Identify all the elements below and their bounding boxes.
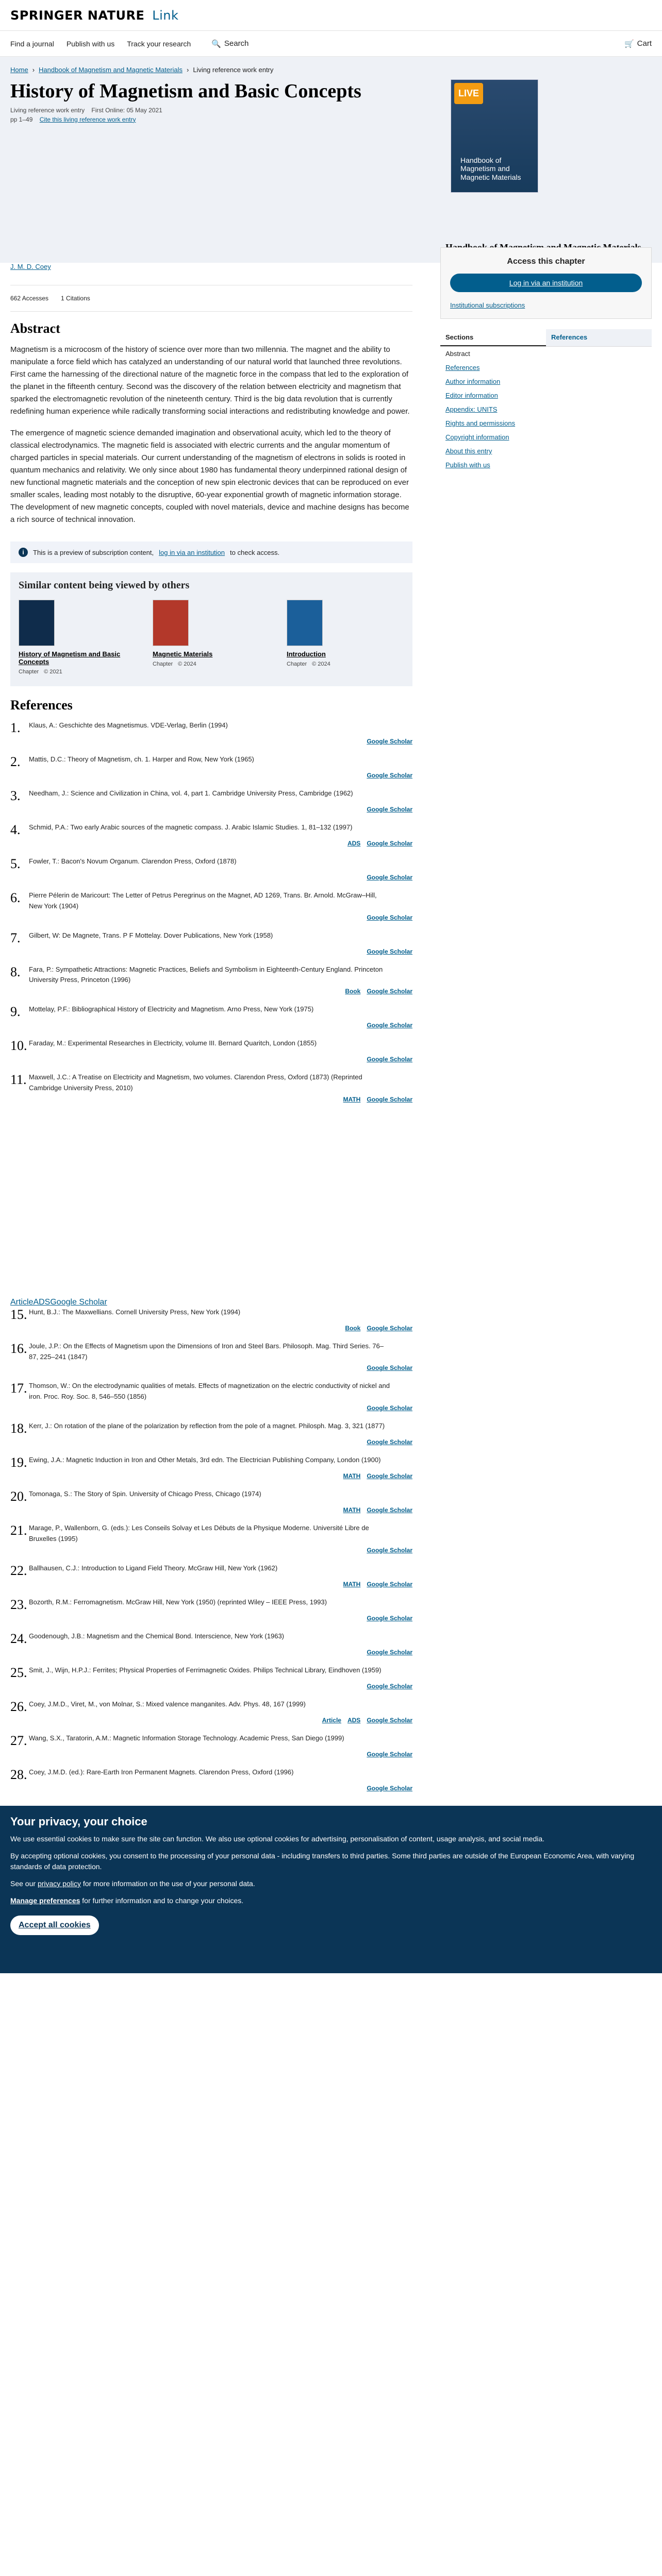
- card-meta: [19, 669, 132, 675]
- privacy-policy-link[interactable]: privacy policy: [37, 1879, 81, 1888]
- reference-text: Marage, P., Wallenborn, G. (eds.): Les Conseils Solvay et Les Débuts de la Physique Moderne. Université Libre de Bruxelles (1995): [29, 1523, 369, 1543]
- reference-number: 9.: [10, 1004, 21, 1020]
- meta-entry-type: Living reference work entry: [10, 106, 85, 114]
- reference-link[interactable]: Article: [322, 1716, 341, 1724]
- reference-link[interactable]: Book: [345, 988, 361, 995]
- reference-item: [10, 856, 412, 881]
- manage-preferences-link[interactable]: Manage preferences: [10, 1896, 80, 1905]
- brand-logo[interactable]: [10, 8, 178, 23]
- tab-references[interactable]: References: [546, 329, 652, 346]
- reference-item: [10, 1597, 412, 1622]
- reference-number: 10.: [10, 1038, 27, 1054]
- reference-links: [10, 1364, 412, 1371]
- reference-link[interactable]: Google Scholar: [367, 913, 412, 921]
- reference-links: [10, 1325, 412, 1332]
- cookie-text-4: [10, 1895, 650, 1906]
- similar-card[interactable]: [153, 600, 266, 675]
- card-meta: [153, 661, 266, 667]
- reference-number: 22.: [10, 1563, 27, 1578]
- cookie-text-1: We use essential cookies to make sure the site can function. We also use optional cookies for advertising, personalisation of content, usage analysis, and social media.: [10, 1835, 545, 1843]
- reference-link[interactable]: Google Scholar: [367, 1324, 412, 1332]
- cart-label: Cart: [637, 39, 652, 48]
- reference-links: [10, 1056, 412, 1063]
- sections-list: [440, 347, 652, 472]
- reference-item: [10, 1563, 412, 1588]
- reference-text: Fowler, T.: Bacon's Novum Organum. Clarendon Press, Oxford (1878): [29, 857, 237, 865]
- reference-item: [10, 964, 412, 995]
- reference-number: 24.: [10, 1631, 27, 1646]
- meta-first-online: First Online: 05 May 2021: [91, 106, 162, 114]
- reference-links: [10, 1785, 412, 1792]
- reference-link[interactable]: Google Scholar: [367, 738, 412, 745]
- divider: [10, 311, 412, 312]
- reference-links: [10, 914, 412, 921]
- reference-links: [10, 1717, 412, 1724]
- reference-links: [10, 1581, 412, 1588]
- reference-links: [10, 1022, 412, 1029]
- breadcrumb-current: Living reference work entry: [193, 66, 274, 74]
- reference-links: [10, 1438, 412, 1446]
- reference-link[interactable]: Google Scholar: [367, 1614, 412, 1622]
- reference-link[interactable]: ADS: [33, 1297, 51, 1307]
- reference-link[interactable]: ADS: [347, 1716, 361, 1724]
- reference-number: 28.: [10, 1767, 27, 1782]
- reference-number: 20.: [10, 1488, 27, 1504]
- reference-number: 1.: [10, 720, 21, 735]
- card-thumbnail: [153, 600, 189, 646]
- reference-text: Coey, J.M.D. (ed.): Rare-Earth Iron Permanent Magnets. Clarendon Press, Oxford (1996): [29, 1768, 294, 1776]
- references-list: [10, 720, 412, 1792]
- cookie-text-3: [10, 1878, 650, 1889]
- section-link-about-entry[interactable]: About this entry: [445, 447, 492, 455]
- similar-cards: [19, 600, 404, 675]
- reference-item: [10, 1455, 412, 1480]
- reference-number: 19.: [10, 1454, 27, 1470]
- cookie-text-4b: for further information and to change your choices.: [82, 1896, 244, 1905]
- institution-login-button[interactable]: Log in via an institution: [450, 274, 642, 292]
- similar-card[interactable]: [19, 600, 132, 675]
- reference-links: [10, 1615, 412, 1622]
- section-link-copyright[interactable]: Copyright information: [445, 433, 509, 441]
- reference-item: [10, 1767, 412, 1792]
- references-heading: References: [10, 698, 73, 713]
- preview-login-link[interactable]: log in via an institution: [159, 548, 225, 556]
- breadcrumb-book[interactable]: Handbook of Magnetism and Magnetic Materials: [39, 66, 183, 74]
- reference-link[interactable]: Google Scholar: [367, 1095, 412, 1103]
- card-title[interactable]: Introduction: [287, 650, 326, 658]
- reference-links: [10, 1404, 412, 1412]
- chevron-right-icon: ›: [32, 66, 35, 74]
- brand-link: Link: [152, 8, 179, 23]
- reference-number: 6.: [10, 890, 21, 905]
- reference-links: [10, 988, 412, 995]
- sidebar: [440, 247, 652, 472]
- brand-text: SPRINGER NATURE: [10, 8, 145, 23]
- reference-text: Gilbert, W: De Magnete, Trans. P F Mottelay. Dover Publications, New York (1958): [29, 931, 273, 939]
- cookie-banner: [0, 1806, 662, 1973]
- reference-item: [10, 1381, 412, 1412]
- reference-link[interactable]: Google Scholar: [367, 840, 412, 847]
- reference-link[interactable]: Google Scholar: [367, 874, 412, 881]
- reference-link[interactable]: Google Scholar: [367, 1784, 412, 1792]
- reference-text: Faraday, M.: Experimental Researches in Electricity, volume III. Bernard Quaritch, London (1855): [29, 1039, 317, 1047]
- preview-notice: [10, 541, 412, 563]
- reference-links: [10, 874, 412, 881]
- reference-links: [10, 1547, 412, 1554]
- reference-text: Coey, J.M.D., Viret, M., von Molnar, S.: Mixed valence manganites. Adv. Phys. 48, 167 (1999): [29, 1700, 306, 1708]
- reference-text: Goodenough, J.B.: Magnetism and the Chemical Bond. Interscience, New York (1963): [29, 1632, 285, 1640]
- reference-number: 16.: [10, 1341, 27, 1356]
- page-title: History of Magnetism and Basic Concepts: [10, 80, 361, 102]
- card-thumbnail: [19, 600, 55, 646]
- reference-number: 8.: [10, 964, 21, 979]
- reference-text: Fara, P.: Sympathetic Attractions: Magnetic Practices, Beliefs and Symbolism in Eighteenth-Century England. Princeton University Press, Princeton (1996): [29, 965, 383, 984]
- cookie-heading: Your privacy, your choice: [10, 1815, 147, 1828]
- reference-text: Kerr, J.: On rotation of the plane of the polarization by reflection from the pole of a magnet. Philosph. Mag. 3, 321 (1877): [29, 1421, 385, 1430]
- similar-card[interactable]: [287, 600, 400, 675]
- reference-text: Maxwell, J.C.: A Treatise on Electricity and Magnetism, two volumes. Clarendon Press, Oxford (1873) (Reprinted Cambridge University Press, 2010): [29, 1073, 362, 1092]
- reference-number: 21.: [10, 1522, 27, 1538]
- reference-number: 15.: [10, 1307, 27, 1322]
- similar-content: [10, 572, 412, 686]
- reference-text: Needham, J.: Science and Civilization in China, vol. 4, part 1. Cambridge University Press, Cambridge (1962): [29, 789, 353, 797]
- reference-item: [10, 822, 412, 847]
- reference-number: 2.: [10, 754, 21, 769]
- reference-link[interactable]: Google Scholar: [367, 1364, 412, 1372]
- reference-links: [10, 1096, 412, 1103]
- meta-pages: pp 1–49: [10, 115, 33, 123]
- reference-number: 23.: [10, 1597, 27, 1612]
- section-link-appendix-units[interactable]: Appendix: UNITS: [445, 405, 498, 413]
- card-title[interactable]: History of Magnetism and Basic Concepts: [19, 650, 121, 666]
- reference-number: 7.: [10, 930, 21, 945]
- author-link[interactable]: J. M. D. Coey: [10, 263, 51, 270]
- reference-links: [10, 1506, 412, 1514]
- reference-link[interactable]: MATH: [343, 1472, 361, 1480]
- nav-publish-with-us[interactable]: Publish with us: [66, 39, 115, 48]
- reference-number: 4.: [10, 822, 21, 837]
- cite-link[interactable]: Cite this living reference work entry: [39, 115, 136, 123]
- reference-link[interactable]: Article: [10, 1297, 34, 1307]
- reference-item: [10, 1307, 412, 1332]
- card-year: © 2024: [312, 661, 330, 667]
- preview-text: This is a preview of subscription content,: [33, 548, 154, 556]
- institutional-subscriptions: [450, 301, 642, 309]
- reference-link[interactable]: Google Scholar: [367, 1022, 412, 1029]
- reference-text: Bozorth, R.M.: Ferromagnetism. McGraw Hill, New York (1950) (reprinted Wiley – IEEE Press, 1993): [29, 1598, 327, 1606]
- sidebar-tabs: [440, 329, 652, 347]
- reference-item: [10, 1038, 412, 1063]
- card-type: Chapter: [153, 661, 173, 667]
- reference-number: 18.: [10, 1420, 27, 1436]
- reference-link[interactable]: Google Scholar: [367, 1056, 412, 1063]
- reference-link[interactable]: Google Scholar: [367, 1580, 412, 1588]
- section-link-author-information[interactable]: Author information: [445, 378, 501, 385]
- reference-links: [10, 840, 412, 847]
- reference-link[interactable]: Google Scholar: [367, 1438, 412, 1446]
- reference-links: [10, 772, 412, 779]
- reference-link[interactable]: Google Scholar: [367, 1472, 412, 1480]
- reference-text: Mattis, D.C.: Theory of Magnetism, ch. 1. Harper and Row, New York (1965): [29, 755, 254, 763]
- reference-item: [10, 1004, 412, 1029]
- author-name: [10, 263, 412, 270]
- breadcrumb-home[interactable]: Home: [10, 66, 28, 74]
- reference-item: [10, 890, 412, 921]
- reference-link[interactable]: Google Scholar: [367, 1716, 412, 1724]
- reference-number: 26.: [10, 1699, 27, 1714]
- meta-line-2: [10, 116, 652, 123]
- reference-link[interactable]: Google Scholar: [367, 1506, 412, 1514]
- nav-cart[interactable]: [624, 39, 652, 48]
- card-type: Chapter: [19, 669, 39, 675]
- reference-item: [10, 1631, 412, 1656]
- meta-line: [10, 107, 652, 114]
- section-link-publish[interactable]: Publish with us: [445, 461, 490, 469]
- abstract-paragraph-1: Magnetism is a microcosm of the history of science over more than two millennia. The magnet and the ability to manipulate a force field which has catalyzed an understanding of our natural world that launched three revolutions. First came the harnessing of the directional nature of the magnetic force in the compass that led to the exploration of the planet in the fifteenth century. Second was the discovery of the relation between electricity and magnetism that sparked the electromagnetic revolution of the nineteenth century. Third is the big data revolution that is currently redefining human experience while radically transforming social interactions and redistributing knowledge and power.: [10, 345, 410, 416]
- card-year: © 2021: [44, 669, 62, 675]
- reference-item: [10, 1699, 412, 1724]
- reference-text: Joule, J.P.: On the Effects of Magnetism upon the Dimensions of Iron and Steel Bars. Philosoph. Mag. Third Series. 76–87, 225–241 (1847): [29, 1342, 384, 1361]
- info-icon: i: [19, 548, 28, 557]
- reference-links: [10, 1472, 412, 1480]
- reference-item: [10, 1341, 412, 1372]
- reference-text: Tomonaga, S.: The Story of Spin. University of Chicago Press, Chicago (1974): [29, 1489, 261, 1498]
- reference-text: Mottelay, P.F.: Bibliographical History of Electricity and Magnetism. Arno Press, New York (1975): [29, 1005, 314, 1013]
- reference-links: [10, 738, 412, 745]
- section-link-abstract[interactable]: Abstract: [445, 350, 470, 358]
- cover-title: Handbook of Magnetism and Magnetic Materials: [460, 156, 521, 182]
- reference-link[interactable]: Google Scholar: [367, 988, 412, 995]
- card-meta: [287, 661, 400, 667]
- reference-text: Wang, S.X., Taratorin, A.M.: Magnetic Information Storage Technology. Academic Press, San Diego (1999): [29, 1734, 344, 1742]
- reference-text: Schmid, P.A.: Two early Arabic sources of the magnetic compass. J. Arabic Islamic Studies. 1, 81–132 (1997): [29, 823, 353, 831]
- breadcrumb: [10, 66, 652, 74]
- accesses-count: 662 Accesses: [10, 295, 49, 302]
- search-icon: 🔍: [211, 39, 221, 48]
- reference-links: [10, 1751, 412, 1758]
- hero: [0, 57, 662, 263]
- reference-links: [10, 1683, 412, 1690]
- reference-link[interactable]: Google Scholar: [367, 1750, 412, 1758]
- reference-link[interactable]: Google Scholar: [367, 806, 412, 813]
- reference-text: Pierre Pélerin de Maricourt: The Letter of Petrus Peregrinus on the Magnet, AD 1269, Trans. Br. Arnold. McGraw–Hill, New York (1904): [29, 891, 377, 910]
- access-box: [440, 247, 652, 319]
- nav-search[interactable]: [211, 39, 249, 48]
- reference-item: [10, 720, 412, 745]
- preview-text-2: to check access.: [230, 548, 280, 556]
- book-cover[interactable]: [451, 79, 538, 193]
- reference-number: 11.: [10, 1072, 27, 1088]
- section-link-references[interactable]: References: [445, 364, 480, 371]
- reference-links: [10, 806, 412, 813]
- reference-link[interactable]: Google Scholar: [367, 947, 412, 955]
- reference-item: [10, 1421, 412, 1446]
- similar-heading: Similar content being viewed by others: [19, 580, 190, 591]
- top-bar: [0, 0, 662, 31]
- access-heading: Access this chapter: [507, 257, 585, 266]
- reference-text: Thomson, W.: On the electrodynamic qualities of metals. Effects of magnetization on the electric conductivity of nickel and iron. Proc. Roy. Soc. 8, 546–550 (1856): [29, 1382, 390, 1401]
- abstract-paragraph-2: The emergence of magnetic science demanded imagination and observational acuity, which led to the theory of classical electrodynamics. The magnetic field is associated with electric currents and the angular momentum of charged particles in special materials. Our current understanding of the magnetism of electrons in solids is rooted in quantum mechanics and relativity. We only since about 1980 has fundamental theory underpinned rational design of new functional magnetic materials and the conception of new spin electronic devices that can be reproduced on ever smaller scales, leading most notably to the disruptive, 60-year exponential growth of magnetic information storage. The development of new magnetic concepts, coupled with novel materials, device and machine designs has become a rich source of technical innovation.: [10, 429, 409, 524]
- reference-number: 17.: [10, 1381, 27, 1396]
- reference-item: [10, 1733, 412, 1758]
- reference-link[interactable]: Book: [345, 1324, 361, 1332]
- reference-link[interactable]: MATH: [343, 1095, 361, 1103]
- card-year: © 2024: [178, 661, 196, 667]
- tab-sections[interactable]: Sections: [440, 329, 546, 346]
- references-section: [10, 698, 412, 1792]
- reference-item: [10, 1489, 412, 1514]
- reference-text: Ballhausen, C.J.: Introduction to Ligand Field Theory. McGraw Hill, New York (1962): [29, 1564, 278, 1572]
- reference-links: [10, 948, 412, 955]
- reference-item: [10, 930, 412, 955]
- reference-text: Ewing, J.A.: Magnetic Induction in Iron and Other Metals, 3rd edn. The Electrician Publishing Company, London (1900): [29, 1455, 381, 1464]
- abstract-section: [10, 321, 412, 526]
- card-type: Chapter: [287, 661, 307, 667]
- reference-text: Smit, J., Wijn, H.P.J.: Ferrites; Physical Properties of Ferrimagnetic Oxides. Philips Technical Library, Eindhoven (1959): [29, 1666, 382, 1674]
- nav-bar: [0, 31, 662, 57]
- card-thumbnail: [287, 600, 323, 646]
- reference-link[interactable]: Google Scholar: [367, 1648, 412, 1656]
- reference-link[interactable]: MATH: [343, 1506, 361, 1514]
- reference-item: [10, 1665, 412, 1690]
- search-label: Search: [224, 39, 249, 48]
- reference-link[interactable]: Google Scholar: [367, 1404, 412, 1412]
- banner-overlap-spacer: [10, 1112, 412, 1298]
- section-link-editor-information[interactable]: Editor information: [445, 392, 498, 399]
- reference-links: [10, 1298, 412, 1307]
- section-link-rights[interactable]: Rights and permissions: [445, 419, 516, 427]
- reference-text: Hunt, B.J.: The Maxwellians. Cornell University Press, New York (1994): [29, 1308, 241, 1316]
- cookie-text-3a: See our: [10, 1879, 36, 1888]
- main-content: [10, 263, 412, 1801]
- chevron-right-icon: ›: [186, 66, 189, 74]
- reference-link[interactable]: Google Scholar: [50, 1297, 107, 1307]
- cookie-text-3b: for more information on the use of your personal data.: [82, 1879, 255, 1888]
- nav-find-journal[interactable]: Find a journal: [10, 39, 54, 48]
- institutional-subscriptions-link[interactable]: Institutional subscriptions: [450, 301, 525, 309]
- reference-item: [10, 1523, 412, 1554]
- reference-number: 25.: [10, 1665, 27, 1680]
- nav-track-research[interactable]: Track your research: [127, 39, 191, 48]
- abstract-heading: Abstract: [10, 321, 60, 336]
- reference-link[interactable]: MATH: [343, 1580, 361, 1588]
- reference-link[interactable]: Google Scholar: [367, 772, 412, 779]
- reference-item: [10, 1072, 412, 1103]
- metrics: [10, 295, 412, 302]
- reference-number: 5.: [10, 856, 21, 871]
- reference-item: [10, 788, 412, 813]
- reference-item: [10, 754, 412, 779]
- reference-text: Klaus, A.: Geschichte des Magnetismus. VDE-Verlag, Berlin (1994): [29, 721, 228, 729]
- accept-cookies-button[interactable]: Accept all cookies: [10, 1916, 99, 1935]
- card-title[interactable]: Magnetic Materials: [153, 650, 213, 658]
- reference-link[interactable]: Google Scholar: [367, 1546, 412, 1554]
- reference-number: 3.: [10, 788, 21, 803]
- reference-link[interactable]: ADS: [347, 840, 361, 847]
- reference-links: [10, 1649, 412, 1656]
- cover-live-badge: LIVE: [454, 83, 483, 104]
- cookie-text-2: By accepting optional cookies, you consent to the processing of your personal data - including transfers to third parties. Some third parties are outside of the European Economic Area, with varying standards of data protection.: [10, 1852, 635, 1871]
- reference-number: 27.: [10, 1733, 27, 1748]
- citations-count[interactable]: 1 Citations: [61, 295, 90, 302]
- reference-link[interactable]: Google Scholar: [367, 1682, 412, 1690]
- cart-icon: 🛒: [624, 39, 634, 48]
